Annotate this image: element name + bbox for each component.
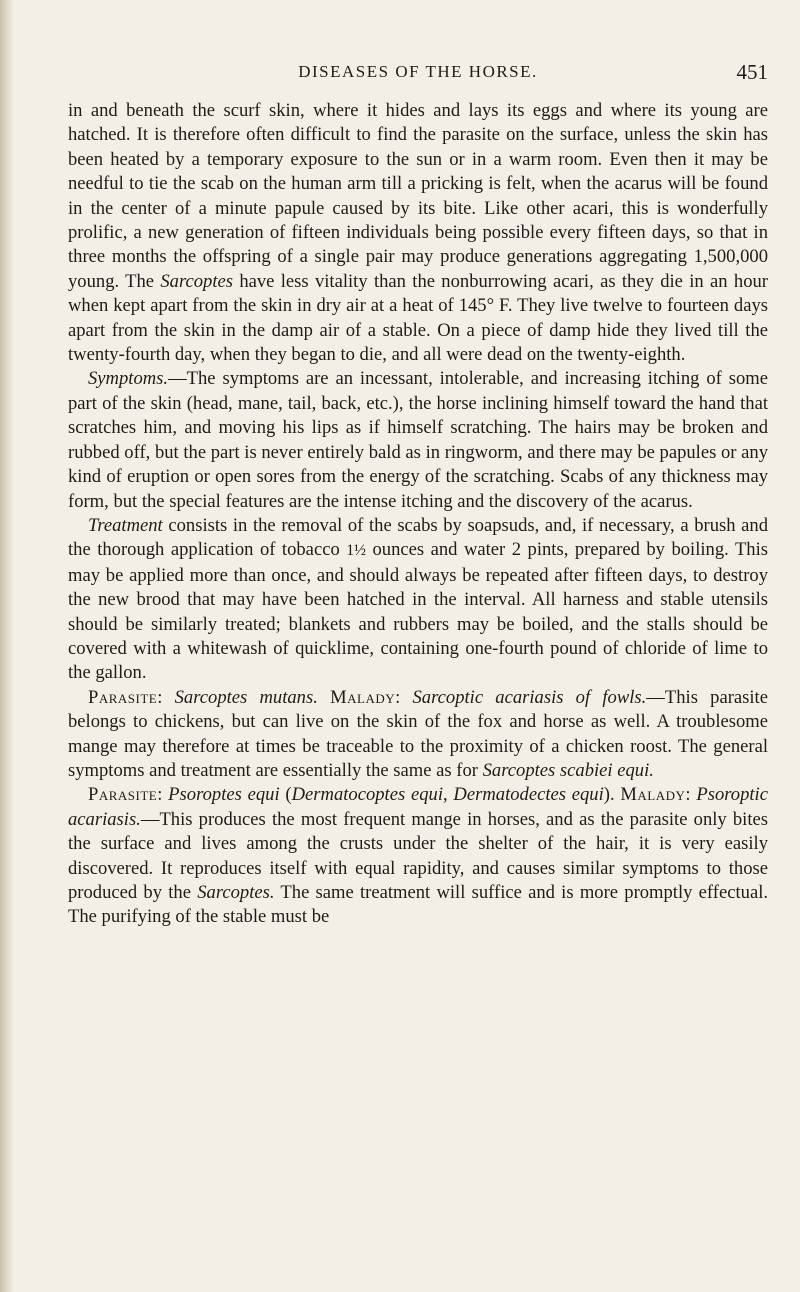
italic-term: Sarcoptes scabiei equi. <box>482 759 654 781</box>
running-head: DISEASES OF THE HORSE. <box>298 62 538 81</box>
page-header <box>68 60 768 84</box>
text-run: ). <box>603 784 621 806</box>
text-run: in and beneath the scurf skin, where it hides and lays its eggs and where its young are hatched. It is therefore often difficult to find the parasite on the surface, unless the skin has been heated by a temporary exposure to the sun or in a warm room. Even then it may be needful to tie the scab on the human arm till a pricking is felt, when the acarus will be found in the center of a minute papule caused by its bite. Like other acari, this is wonderfully prolific, a new generation of fifteen individuals being possible every fifteen days, so that in three months the offspring of a single pair may produce generations aggregating 1,500,000 young. The <box>68 100 768 292</box>
text-run: : <box>685 784 697 806</box>
italic-term: Psoroptic acariasis. <box>68 784 768 830</box>
italic-term: Sarcoptic acariasis of fowls. <box>412 686 647 708</box>
italic-term: Psoroptes equi <box>168 784 280 806</box>
smallcaps-label-parasite: Parasite <box>88 784 158 806</box>
body-text <box>68 99 768 930</box>
italic-heading-symptoms: Symptoms. <box>88 368 169 390</box>
text-run: —The symptoms are an incessant, intolerable, and increasing itching of some part of the skin (head, mane, tail, back, etc.), the horse inclining himself toward the hand that scratches him, and moving his lips as if himself scratching. The hairs may be broken and rubbed off, but the part is never entirely bald as in ringworm, and there may be papules or any kind of eruption or open sores from the energy of the scratching. Scabs of any thickness may form, but the special features are the intense itching and the discovery of the acarus. <box>68 368 768 512</box>
text-run: have less vitality than the nonburrowing acari, as they die in an hour when kept apart from the skin in dry air at a heat of 145° F. They live twelve to fourteen days apart from the skin in the damp air of a stable. On a piece of damp hide they lived till the twenty-fourth day, when they began to die, and all were dead on the twenty-eighth. <box>68 270 768 366</box>
paragraph-treatment <box>68 514 768 686</box>
smallcaps-label-malady: Malady <box>330 686 396 708</box>
paragraph-psoroptes-equi <box>68 783 768 929</box>
smallcaps-label-malady: Malady <box>620 784 686 806</box>
italic-heading-treatment: Treatment <box>88 514 163 536</box>
text-run: The same treatment will suffice and is more promptly effectual. The purifying of the stable must be <box>68 882 769 928</box>
italic-term: Dermatocoptes equi <box>291 784 443 806</box>
text-run: : <box>157 686 175 708</box>
text-run: : <box>157 784 169 806</box>
text-run <box>318 687 330 708</box>
text-run: ounces and water 2 pints, prepared by boiling. This may be applied more than once, and should always be repeated after fifteen days, to destroy the new brood that may have been hatched in the interval. All harness and stable utensils should be similarly treated; blankets and rubbers may be boiled, and the stalls should be covered with a whitewash of quicklime, containing one-fourth pound of chloride of lime to the gallon. <box>68 539 768 684</box>
paragraph-symptoms <box>68 367 768 513</box>
page-edge-shadow <box>0 0 14 1292</box>
paragraph-acarus-life-cycle <box>68 99 768 367</box>
smallcaps-label-parasite: Parasite <box>88 686 158 708</box>
text-run: , <box>443 784 454 806</box>
italic-term: Sarcoptes mutans. <box>174 686 318 708</box>
text-run: consists in the removal of the scabs by soapsuds, and, if necessary, a brush and the thorough application of tobacco <box>68 514 768 561</box>
fraction-quantity: 1½ <box>346 542 366 560</box>
text-run: : <box>395 686 413 708</box>
page-number: 451 <box>736 60 768 84</box>
italic-term: Dermatodectes equi <box>453 784 604 806</box>
italic-term: Sarcoptes <box>160 270 233 292</box>
text-run: —This produces the most frequent mange in horses, and as the parasite only bites the surface and lives among the crusts under the shelter of the hair, it is very easily discovered. It reproduces itself with equal rapidity, and causes similar symptoms to those produced by the <box>68 808 768 903</box>
paragraph-sarcoptes-mutans <box>68 686 768 784</box>
text-run: —This parasite belongs to chickens, but can live on the skin of the fox and horse as well. A troublesome mange may therefore at times be traceable to the proximity of a chicken roost. The general symptoms and treatment are essentially the same as for <box>68 686 768 781</box>
italic-term: Sarcoptes. <box>197 882 275 903</box>
text-run: ( <box>279 784 292 806</box>
